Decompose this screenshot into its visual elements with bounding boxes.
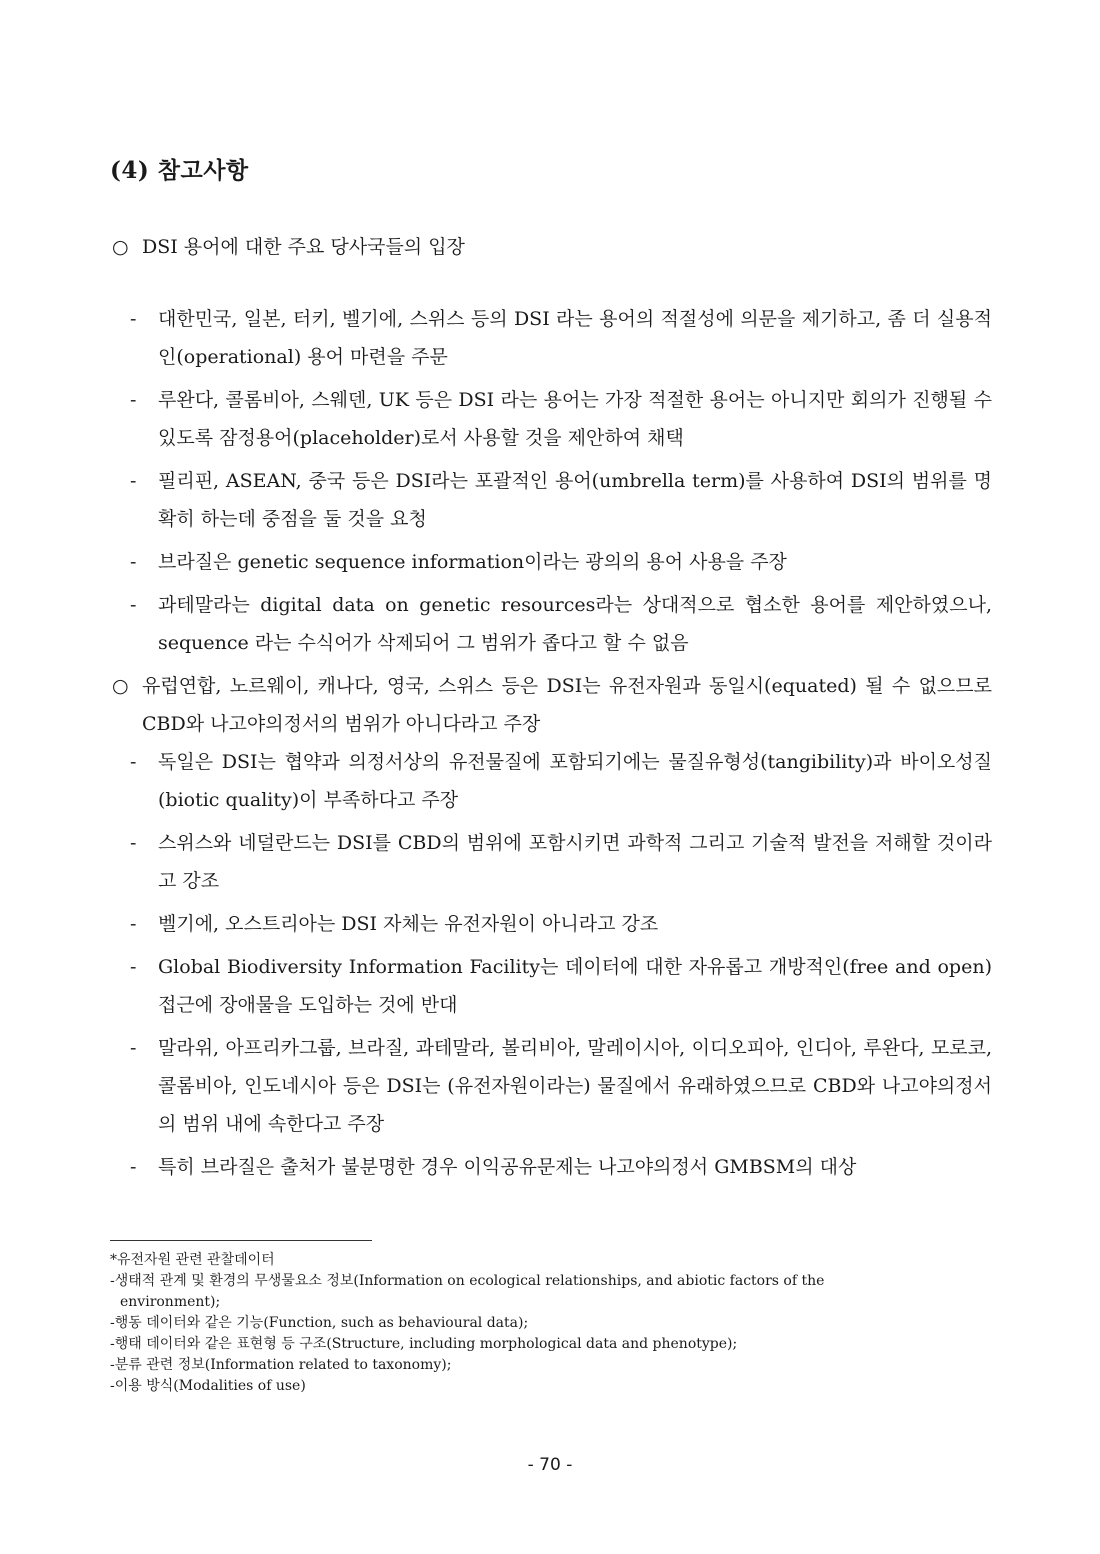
dash-text: 루완다, 콜롬비아, 스웨덴, UK 등은 DSI 라는 용어는 가장 적절한 용어는 아니지만 회의가 진행될 수 있도록 잠정용어(placeholder)로서 사용할 것을 제안하여 채택 [158,389,992,449]
dash-text: 과테말라는 digital data on genetic resources라는 상대적으로 협소한 용어를 제안하였으나, sequence 라는 수식어가 삭제되어 그 범위가 좁다고 할 수 없음 [158,594,992,654]
footnote-line: -생태적 관계 및 환경의 무생물요소 정보(Information on ecological relationships, and abiotic factors of the [110,1273,825,1289]
circle-bullet-icon: ○ [112,236,129,258]
dash-mark: - [130,551,137,573]
dash-item [112,1029,992,1143]
footnote-line: -이용 방식(Modalities of use) [110,1378,306,1394]
dash-text: 독일은 DSI는 협약과 의정서상의 유전물질에 포함되기에는 물질유형성(tangibility)과 바이오성질(biotic quality)이 부족하다고 주장 [158,751,992,811]
footnote-line: environment); [120,1294,221,1310]
dash-text: 필리핀, ASEAN, 중국 등은 DSI라는 포괄적인 용어(umbrella term)를 사용하여 DSI의 범위를 명확히 하는데 중점을 둘 것을 요청 [158,470,992,530]
bullet-item [112,228,992,266]
footnote-line: -행동 데이터와 같은 기능(Function, such as behavioural data); [110,1315,529,1331]
footnote-divider [110,1240,372,1241]
page-number: - 70 - [527,1455,573,1475]
dash-item [112,381,992,457]
main-content [112,228,992,1191]
dash-mark: - [130,956,137,978]
footnotes [110,1250,990,1397]
bullet-text: 유럽연합, 노르웨이, 캐나다, 영국, 스위스 등은 DSI는 유전자원과 동일시(equated) 될 수 없으므로 CBD와 나고야의정서의 범위가 아니다라고 주장 [142,675,992,735]
dash-mark: - [130,832,137,854]
dash-mark: - [130,751,137,773]
dash-mark: - [130,389,137,411]
dash-item [112,743,992,819]
dash-text: 브라질은 genetic sequence information이라는 광의의 용어 사용을 주장 [158,551,787,573]
dash-text: 스위스와 네덜란드는 DSI를 CBD의 범위에 포함시키면 과학적 그리고 기술적 발전을 저해할 것이라고 강조 [158,832,992,892]
dash-mark: - [130,913,137,935]
bullet-item [112,667,992,743]
dash-text: 벨기에, 오스트리아는 DSI 자체는 유전자원이 아니라고 강조 [158,913,659,935]
dash-item [112,586,992,662]
dash-text: 말라위, 아프리카그룹, 브라질, 과테말라, 볼리비아, 말레이시아, 이디오피아, 인디아, 루완다, 모로코, 콜롬비아, 인도네시아 등은 DSI는 (유전자원이라는) 물질에서 유래하였으므로 CBD와 나고야의정서의 범위 내에 속한다고 주장 [158,1037,992,1135]
circle-bullet-icon: ○ [112,675,129,697]
bullet-text: DSI 용어에 대한 주요 당사국들의 입장 [142,236,465,258]
footnote-line: *유전자원 관련 관찰데이터 [110,1252,275,1268]
footnote-line: -분류 관련 정보(Information related to taxonomy); [110,1357,452,1373]
dash-text: 특히 브라질은 출처가 불분명한 경우 이익공유문제는 나고야의정서 GMBSM의 대상 [158,1156,857,1178]
section-heading: (4) 참고사항 [110,157,249,184]
footnote-line: -행태 데이터와 같은 표현형 등 구조(Structure, including morphological data and phenotype); [110,1336,738,1352]
dash-item [112,462,992,538]
dash-item [112,300,992,376]
dash-mark: - [130,1156,137,1178]
dash-item [112,948,992,1024]
dash-item [112,905,992,943]
dash-mark: - [130,594,137,616]
dash-text: Global Biodiversity Information Facility는 데이터에 대한 자유롭고 개방적인(free and open) 접근에 장애물을 도입하는 것에 반대 [158,956,992,1016]
dash-text: 대한민국, 일본, 터키, 벨기에, 스위스 등의 DSI 라는 용어의 적절성에 의문을 제기하고, 좀 더 실용적인(operational) 용어 마련을 주문 [158,308,992,368]
dash-mark: - [130,470,137,492]
dash-mark: - [130,1037,137,1059]
dash-item [112,543,992,581]
dash-item [112,824,992,900]
dash-item [112,1148,992,1186]
dash-mark: - [130,308,137,330]
